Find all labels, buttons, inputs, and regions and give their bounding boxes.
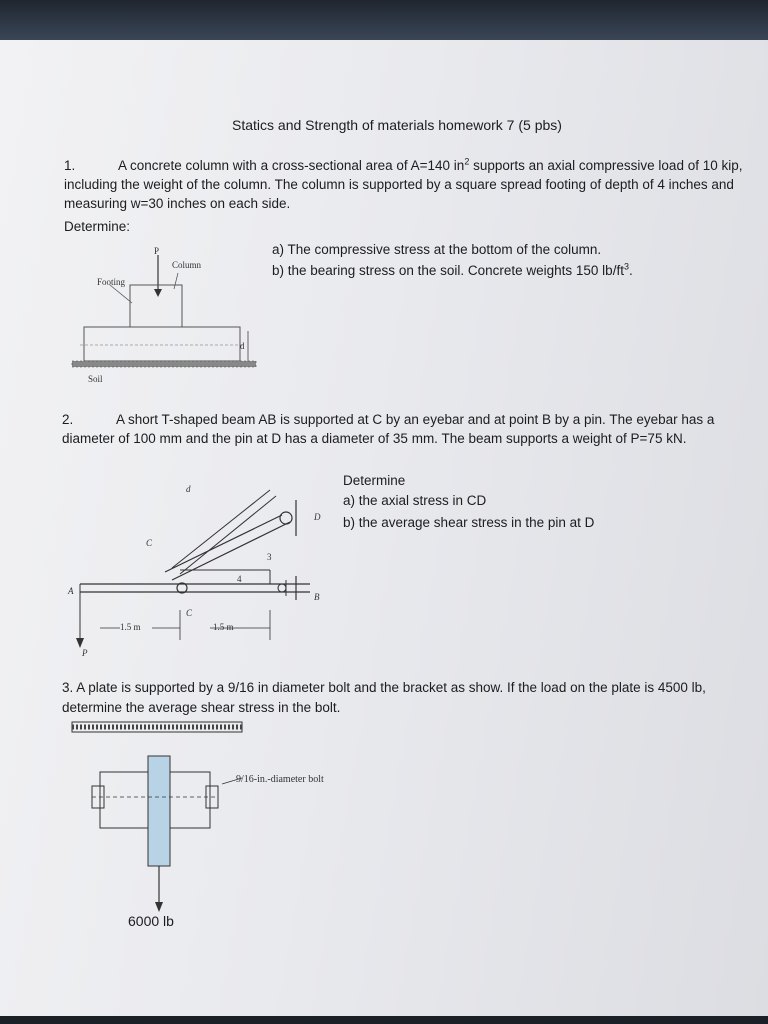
t-beam-eyebar-figure (60, 470, 320, 660)
problem-1-text: 1. A concrete column with a cross-sectional area of A=140 $in^2$ supports an axial compressive load of 10 kip, including the weight of the column. The column is supported by a square spread footing of depth of 4 inches and measuring w=30 inches on each side. (64, 156, 743, 211)
problem-1-part-b: b) the bearing stress on the soil. Concrete weights 150 $lb/ft^3$. (272, 261, 633, 278)
problem-1-number: 1. (64, 158, 76, 173)
fig1-label-p: P (154, 246, 160, 256)
fig2-label-A: A (68, 586, 74, 596)
problem-2-part-b: b) the average shear stress in the pin at D (343, 515, 595, 530)
fig2-label-B: B (314, 592, 320, 602)
fig2-label-P: P (82, 648, 88, 658)
fig1-label-soil: Soil (88, 374, 103, 384)
fig2-dim-2: 1.5 m (213, 622, 234, 632)
fig3-bolt-label: 9/16-in.-diameter bolt (236, 774, 324, 785)
fig3-load-label: 6000 lb (128, 913, 174, 929)
problem-2-number: 2. (62, 412, 74, 427)
problem-1-part-a: a) The compressive stress at the bottom of the column. (272, 242, 602, 257)
fig2-label-d: d (186, 484, 191, 494)
problem-3-text: 3. A plate is supported by a 9/16 in diameter bolt and the bracket as show. If the load on the plate is 4500 lb, determine the average shear stress in the bolt. (62, 680, 706, 715)
problem-2-determine: Determine (343, 473, 406, 488)
fig1-label-d: d (240, 341, 245, 351)
fig1-label-column: Column (172, 260, 202, 270)
page-title: Statics and Strength of materials homework 7 (5 pbs) (232, 117, 562, 133)
fig2-dim-1: 1.5 m (120, 622, 141, 632)
fig2-label-C: C (186, 608, 193, 618)
monitor-bezel-bottom (0, 1016, 768, 1024)
bracket-bolt-figure (72, 722, 332, 922)
problem-2-text: 2. A short T-shaped beam AB is supported at C by an eyebar and at point B by a pin. The eyebar has a diameter of 100 mm and the pin at D has a diameter of 35 mm. The beam supports a weight of P=75 kN. (62, 412, 715, 446)
fig2-label-c-upper: C (146, 538, 153, 548)
fig2-label-D: D (314, 512, 321, 522)
fig2-label-4: 4 (237, 574, 242, 584)
problem-1-determine: Determine: (64, 219, 131, 234)
fig1-label-footing: Footing (97, 277, 126, 287)
problem-2-part-a: a) the axial stress in CD (343, 493, 487, 508)
monitor-bezel-top (0, 0, 768, 40)
fig2-label-3: 3 (267, 552, 272, 562)
column-footing-figure (70, 245, 260, 385)
